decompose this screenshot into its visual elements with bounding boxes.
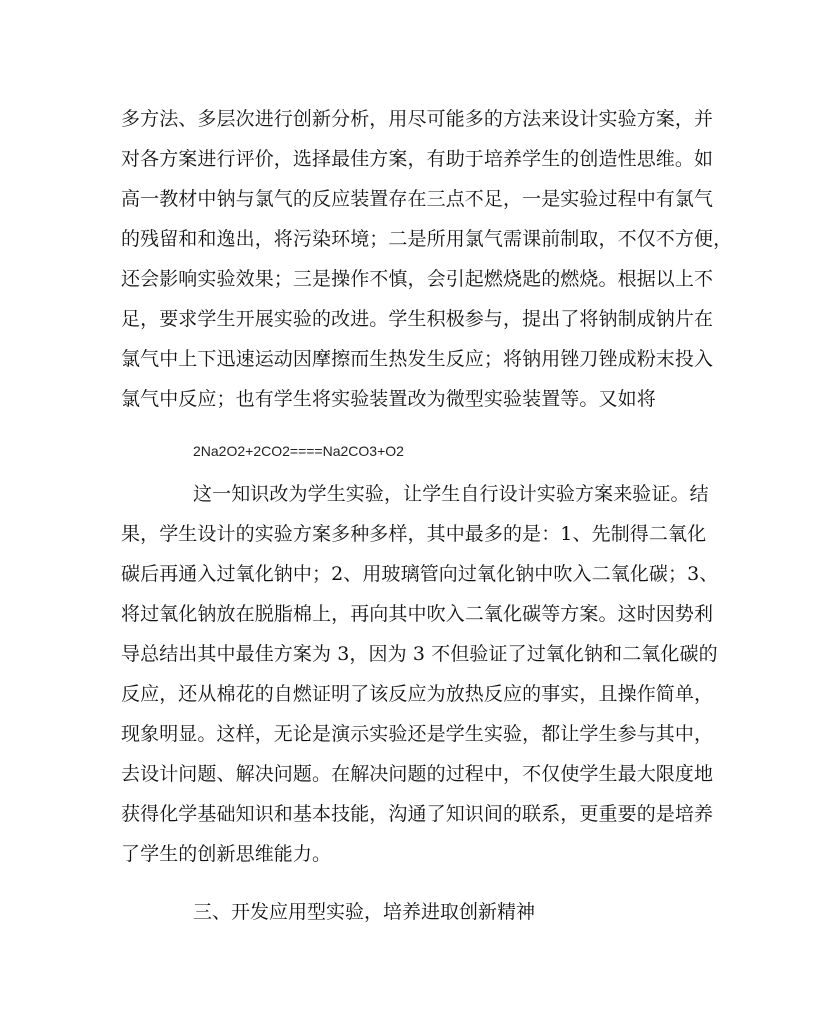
paragraph-line: 去设计问题、解决问题。在解决问题的过程中，不仅使学生最大限度地 (121, 763, 714, 785)
paragraph-line: 获得化学基础知识和基本技能，沟通了知识间的联系，更重要的是培养 (121, 803, 714, 825)
paragraph-line: 高一教材中钠与氯气的反应装置存在三点不足，一是实验过程中有氯气 (121, 188, 714, 210)
paragraph-line: 对各方案进行评价，选择最佳方案，有助于培养学生的创造性思维。如 (121, 148, 714, 170)
paragraph-line: 导总结出其中最佳方案为 3，因为 3 不但验证了过氧化钠和二氧化碳的 (121, 643, 718, 665)
paragraph-line: 多方法、多层次进行创新分析，用尽可能多的方法来设计实验方案，并 (121, 108, 714, 130)
paragraph-line: 这一知识改为学生实验，让学生自行设计实验方案来验证。结 (193, 483, 709, 505)
paragraph-line: 还会影响实验效果；三是操作不慎，会引起燃烧匙的燃烧。根据以上不 (121, 268, 714, 290)
paragraph-line: 碳后再通入过氧化钠中；2、用玻璃管向过氧化钠中吹入二氧化碳；3、 (121, 563, 719, 585)
chemical-equation: 2Na2O2+2CO2====Na2CO3+O2 (193, 443, 404, 459)
section-heading: 三、开发应用型实验，培养进取创新精神 (193, 901, 536, 923)
paragraph-line: 果，学生设计的实验方案多种多样，其中最多的是：1、先制得二氧化 (121, 523, 707, 545)
paragraph-line: 氯气中上下迅速运动因摩擦而生热发生反应；将钠用锉刀锉成粉末投入 (121, 348, 714, 370)
paragraph-line: 将过氧化钠放在脱脂棉上，再向其中吹入二氧化碳等方案。这时因势利 (121, 603, 714, 625)
paragraph-line: 足，要求学生开展实验的改进。学生积极参与，提出了将钠制成钠片在 (121, 308, 714, 330)
paragraph-line: 了学生的创新思维能力。 (121, 843, 332, 865)
paragraph-line: 的残留和和逸出，将污染环境；二是所用氯气需课前制取，不仅不方便， (121, 228, 733, 250)
paragraph-line: 反应，还从棉花的自燃证明了该反应为放热反应的事实，且操作简单， (121, 683, 714, 705)
paragraph-line: 氯气中反应；也有学生将实验装置改为微型实验装置等。又如将 (121, 388, 656, 410)
paragraph-line: 现象明显。这样，无论是演示实验还是学生实验，都让学生参与其中， (121, 723, 714, 745)
